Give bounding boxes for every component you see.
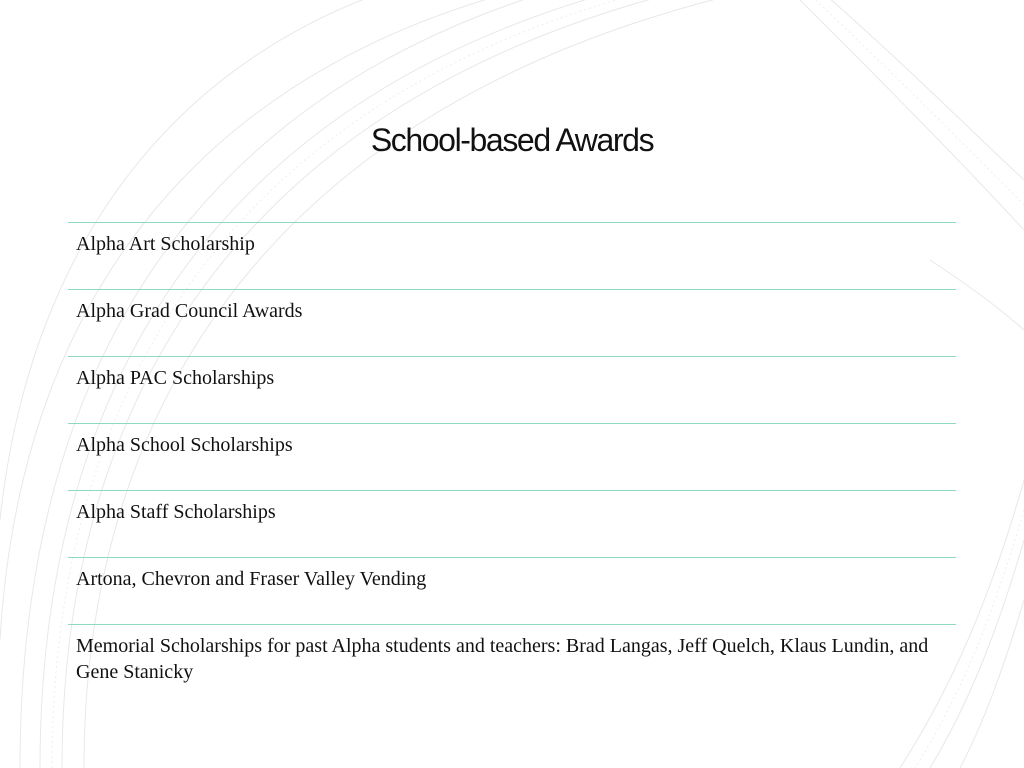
award-row-school: Alpha School Scholarships xyxy=(68,424,956,491)
award-row-grad-council: Alpha Grad Council Awards xyxy=(68,290,956,357)
award-row-staff: Alpha Staff Scholarships xyxy=(68,491,956,558)
slide-title: School-based Awards xyxy=(370,122,654,158)
award-row-vending: Artona, Chevron and Fraser Valley Vending xyxy=(68,558,956,625)
award-row-art: Alpha Art Scholarship xyxy=(68,223,956,290)
award-row-pac: Alpha PAC Scholarships xyxy=(68,357,956,424)
award-row-memorial: Memorial Scholarships for past Alpha students and teachers: Brad Langas, Jeff Quelch, Klaus Lundin, and Gene Stanicky xyxy=(76,635,929,683)
awards-table xyxy=(68,222,956,685)
